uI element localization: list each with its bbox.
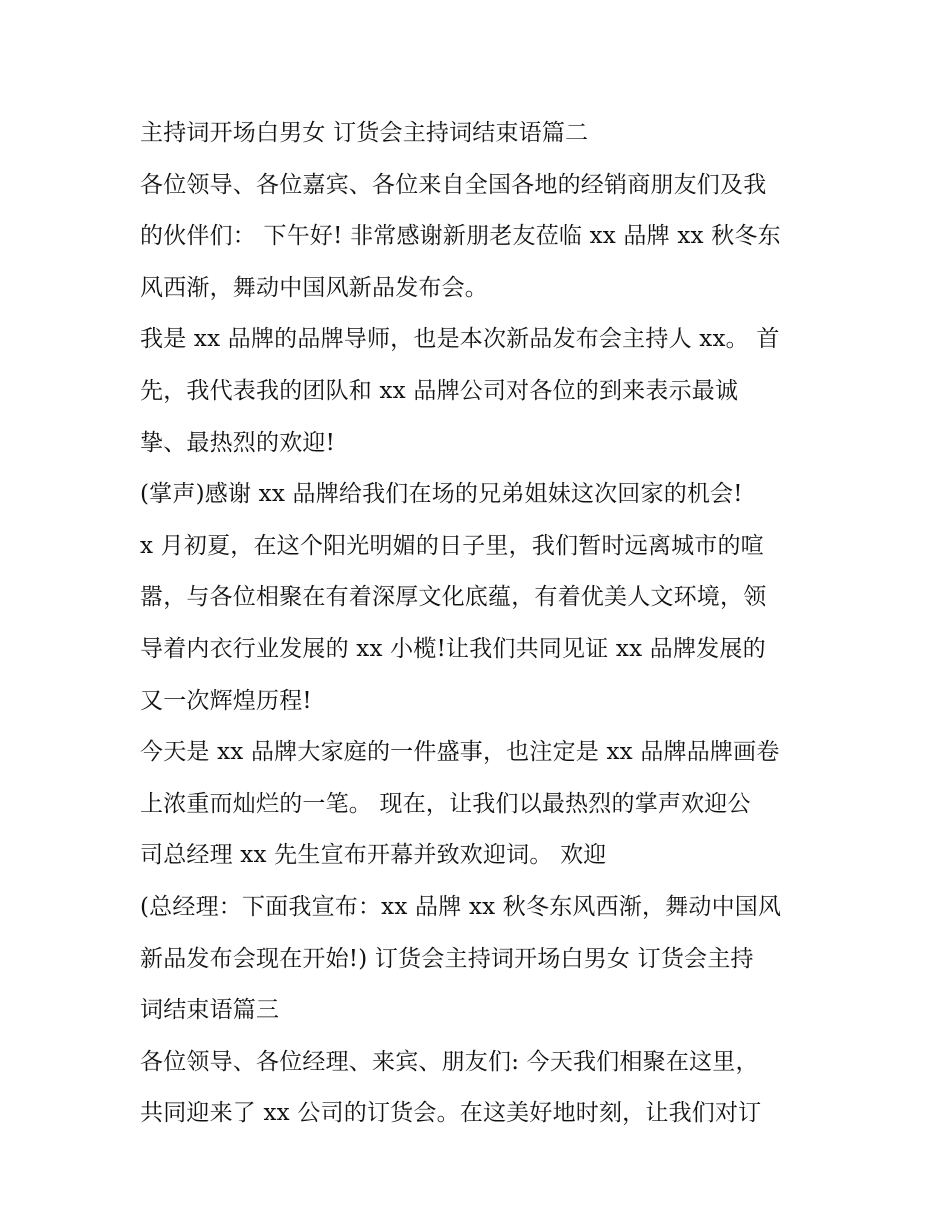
text-line: 又一次辉煌历程! <box>140 687 312 714</box>
text-line: 上浓重而灿烂的一笔。 现在，让我们以最热烈的掌声欢迎公 <box>140 790 751 817</box>
document-body <box>140 108 830 1140</box>
text-line: 先，我代表我的团队和 xx 品牌公司对各位的到来表示最诚 <box>140 377 739 404</box>
text-line: (总经理：下面我宣布：xx 品牌 xx 秋冬东风西渐，舞动中国风 <box>140 893 782 920</box>
text-line: 今天是 xx 品牌大家庭的一件盛事，也注定是 xx 品牌品牌画卷 <box>140 739 780 766</box>
text-line: 共同迎来了 xx 公司的订货会。在这美好地时刻，让我们对订 <box>140 1100 762 1127</box>
text-line: 新品发布会现在开始!) 订货会主持词开场白男女 订货会主持 <box>140 945 754 972</box>
text-line: 的伙伴们： 下午好! 非常感谢新朋老友莅临 xx 品牌 xx 秋冬东 <box>140 223 781 250</box>
text-line: 各位领导、各位嘉宾、各位来自全国各地的经销商朋友们及我 <box>140 171 767 198</box>
text-line: x 月初夏，在这个阳光明媚的日子里，我们暂时远离城市的喧 <box>140 532 764 559</box>
text-line: 导着内衣行业发展的 xx 小榄!让我们共同见证 xx 品牌发展的 <box>140 635 766 662</box>
text-line: 嚣，与各位相聚在有着深厚文化底蕴，有着优美人文环境，领 <box>140 584 767 611</box>
text-line: 风西渐，舞动中国风新品发布会。 <box>140 274 488 301</box>
text-line: 各位领导、各位经理、来宾、朋友们: 今天我们相聚在这里， <box>140 1048 759 1075</box>
text-line: 词结束语篇三 <box>140 997 280 1024</box>
text-line: (掌声)感谢 xx 品牌给我们在场的兄弟姐妹这次回家的机会! <box>140 481 743 508</box>
text-line-heading: 主持词开场白男女 订货会主持词结束语篇二 <box>140 120 589 146</box>
text-line: 挚、最热烈的欢迎! <box>140 429 336 456</box>
text-line: 司总经理 xx 先生宣布开幕并致欢迎词。 欢迎 <box>140 842 607 869</box>
text-line: 我是 xx 品牌的品牌导师，也是本次新品发布会主持人 xx。 首 <box>140 326 780 353</box>
